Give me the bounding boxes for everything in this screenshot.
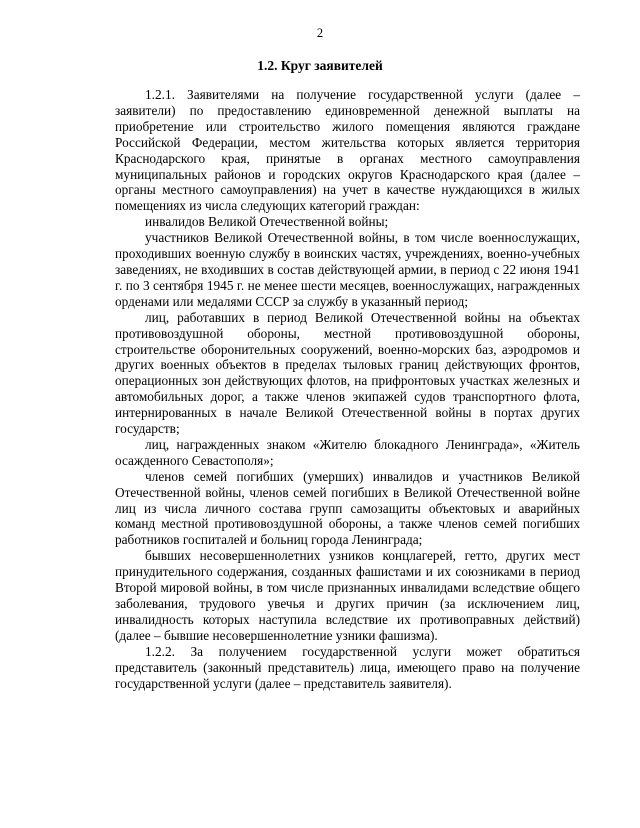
page-number: 2 [316,26,324,40]
paragraph-family-members: членов семей погибших (умерших) инвалидов и участников Великой Отечественной войны, членов семей погибших в Великой Отечественной войне лиц из числа личного состава групп самозащиты объектовых и аварийных команд местной противовоздушной обороны, а также членов семей погибших работников госпиталей и больниц города Ленинграда; [115,468,580,548]
paragraph-1-2-1: 1.2.1. Заявителями на получение государственной услуги (далее – заявители) по предоставлению единовременной денежной выплаты на приобретение или строительство жилого помещения являются граждане Российской Федерации, местом жительства которых является территория Краснодарского края, принятые в органах местного самоуправления муниципальных районов и городских округов Краснодарского края (далее – органы местного самоуправления) на учет в качестве нуждающихся в жилых помещениях из числа следующих категорий граждан: [115,87,580,214]
section-title: 1.2. Круг заявителей [257,58,383,73]
paragraph-former-prisoners: бывших несовершеннолетних узников концлагерей, гетто, других мест принудительного содержания, созданных фашистами и их союзниками в период Второй мировой войны, в том числе признанных инвалидами вследствие общего заболевания, трудового увечья и других причин (за исключением лиц, инвалидность которых наступила вследствие их противоправных действий) (далее – бывшие несовершеннолетние узники фашизма). [115,548,580,643]
paragraph-siege-badge-holders: лиц, награжденных знаком «Жителю блокадного Ленинграда», «Житель осажденного Севастополя»; [115,436,580,468]
paragraph-wwii-invalids: инвалидов Великой Отечественной войны; [145,214,389,230]
document-body [115,87,580,691]
paragraph-wwii-participants: участников Великой Отечественной войны, в том числе военнослужащих, проходивших военную службу в воинских частях, учреждениях, военно-учебных заведениях, не входивших в состав действующей армии, в период с 22 июня 1941 г. по 3 сентября 1945 г. не менее шести месяцев, военнослужащих, награжденных орденами или медалями СССР за службу в указанный период; [115,230,580,309]
paragraph-home-front-workers: лиц, работавших в период Великой Отечественной войны на объектах противовоздушной обороны, местной противовоздушной обороны, строительстве оборонительных сооружений, военно-морских баз, аэродромов и других военных объектов в пределах тыловых границ действующих фронтов, операционных зон действующих флотов, на прифронтовых участках железных и автомобильных дорог, а также членов экипажей судов транспортного флота, интернированных в начале Великой Отечественной войны в портах других государств; [115,309,580,437]
paragraph-1-2-2: 1.2.2. За получением государственной услуги может обратиться представитель (законный представитель) лица, имеющего право на получение государственной услуги (далее – представитель заявителя). [115,643,580,691]
